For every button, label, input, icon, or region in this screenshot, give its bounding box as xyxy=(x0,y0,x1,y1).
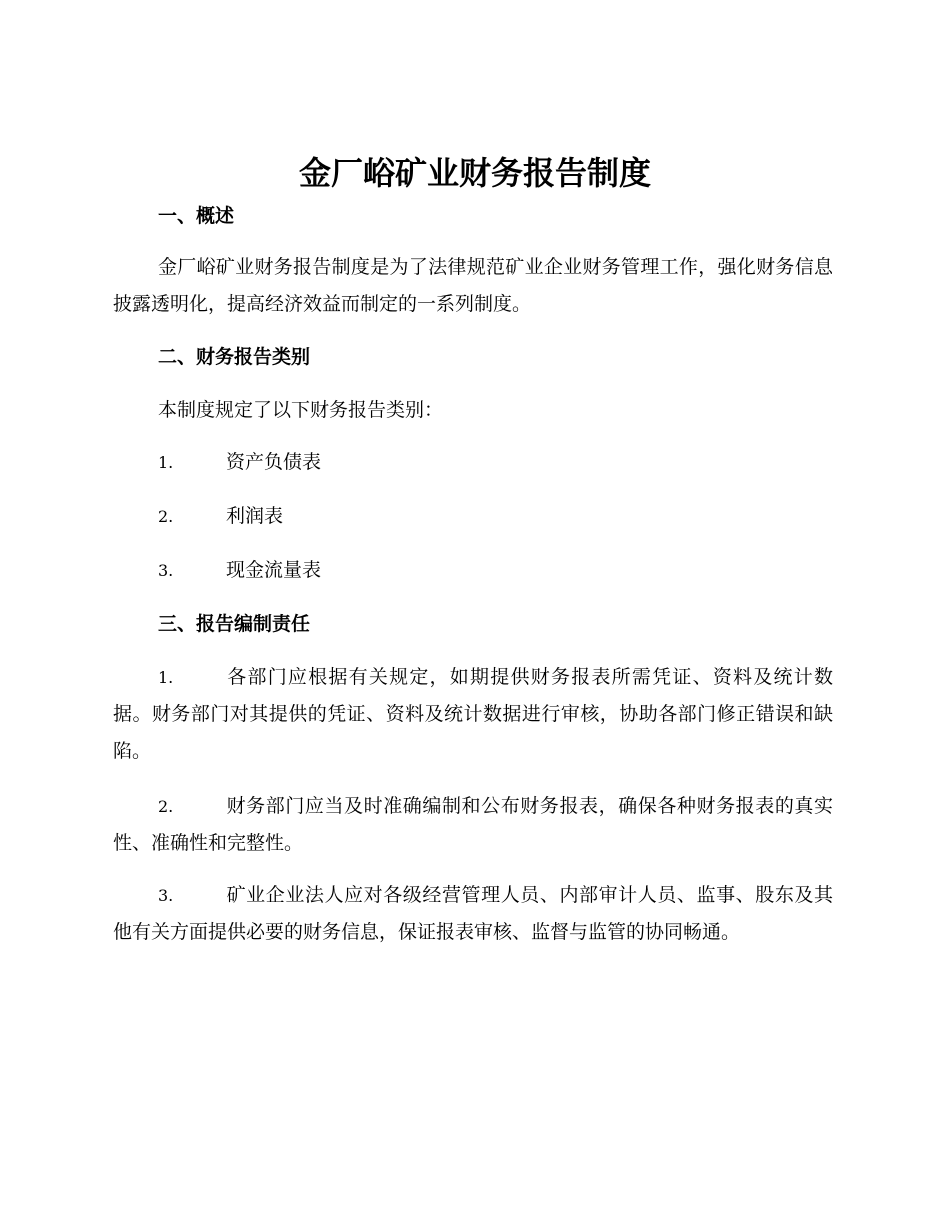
document-title: 金厂峪矿业财务报告制度 xyxy=(298,154,651,192)
list-number: 3. xyxy=(158,886,174,905)
list-number: 3. xyxy=(158,561,174,580)
category-item-1 xyxy=(158,448,321,477)
categories-intro: 本制度规定了以下财务报告类别： xyxy=(158,399,444,421)
section-heading-preparation-responsibility: 三、报告编制责任 xyxy=(158,613,311,635)
list-number: 2. xyxy=(158,797,174,816)
list-number: 1. xyxy=(158,668,174,687)
section-heading-overview: 一、概述 xyxy=(158,205,235,227)
overview-paragraph: 金厂峪矿业财务报告制度是为了法律规范矿业企业财务管理工作，强化财务信息披露透明化，提高经济效益而制定的一系列制度。 xyxy=(113,256,833,315)
list-text: 各部门应根据有关规定，如期提供财务报表所需凭证、资料及统计数据。财务部门对其提供的凭证、资料及统计数据进行审核，协助各部门修正错误和缺陷。 xyxy=(113,666,833,762)
responsibility-item-1 xyxy=(113,659,833,770)
list-text: 资产负债表 xyxy=(226,451,322,473)
list-text: 利润表 xyxy=(226,505,284,527)
list-number: 2. xyxy=(158,507,174,526)
list-text: 现金流量表 xyxy=(226,559,322,581)
category-item-2 xyxy=(158,502,283,531)
responsibility-item-3 xyxy=(113,877,833,951)
list-text: 财务部门应当及时准确编制和公布财务报表，确保各种财务报表的真实性、准确性和完整性。 xyxy=(113,795,833,854)
list-number: 1. xyxy=(158,453,174,472)
responsibility-item-2 xyxy=(113,788,833,862)
list-text: 矿业企业法人应对各级经营管理人员、内部审计人员、监事、股东及其他有关方面提供必要的财务信息，保证报表审核、监督与监管的协同畅通。 xyxy=(113,884,833,943)
section-heading-report-categories: 二、财务报告类别 xyxy=(158,346,311,368)
category-item-3 xyxy=(158,556,321,585)
